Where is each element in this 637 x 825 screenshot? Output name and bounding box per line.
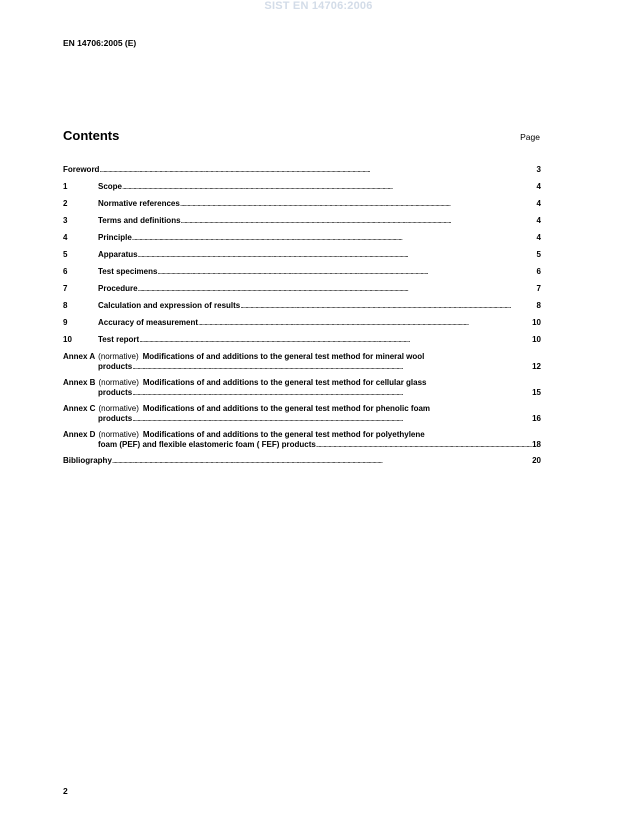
annex-prefix: Annex D [63,430,96,439]
toc-label: Apparatus [98,250,138,259]
contents-heading: Contents [63,128,120,143]
toc-label: Foreword [63,165,100,174]
toc-page: 7 [536,284,541,293]
annex-normative: (normative) [98,430,139,439]
toc-entry-calculation[interactable] [63,301,541,311]
toc-page: 10 [532,318,541,327]
toc-number: 7 [63,284,68,293]
annex-title-line2: products [98,414,133,423]
dot-leader [132,233,537,243]
toc-page: 6 [536,267,541,276]
toc-page: 3 [536,165,541,174]
toc-page: 5 [536,250,541,259]
toc-number: 1 [63,182,68,191]
toc-label: Procedure [98,284,138,293]
dot-leader [181,216,537,226]
dot-leader [132,414,532,424]
toc-label: Accuracy of measurement [98,318,199,327]
document-id: EN 14706:2005 (E) [63,38,137,48]
annex-title-line2: products [98,362,133,371]
dot-leader [99,165,536,175]
dot-leader [132,388,532,398]
toc-entry-accuracy[interactable] [63,318,541,328]
toc-number: 3 [63,216,68,225]
dot-leader [198,318,532,328]
dot-leader [180,199,537,209]
toc-number: 5 [63,250,68,259]
toc-label: Scope [98,182,123,191]
dot-leader [157,267,536,277]
toc-number: 4 [63,233,68,242]
annex-normative: (normative) [98,352,139,361]
toc-page: 16 [532,414,541,423]
dot-leader [132,362,532,372]
toc-label: Calculation and expression of results [98,301,241,310]
toc-entry-normative-references[interactable] [63,199,541,209]
toc-page: 20 [532,456,541,465]
toc-number: 8 [63,301,68,310]
toc-label: Principle [98,233,132,242]
toc-entry-apparatus[interactable] [63,250,541,260]
toc-entry-foreword[interactable] [63,165,541,175]
toc-page: 4 [536,216,541,225]
toc-entry-terms-and-definitions[interactable] [63,216,541,226]
dot-leader [122,182,537,192]
toc-entry-bibliography[interactable] [63,456,541,466]
annex-title-line1: Modifications of and additions to the general test method for cellular glass [142,378,427,387]
toc-page: 18 [532,440,541,449]
toc-entry-principle[interactable] [63,233,541,243]
dot-leader [316,440,532,450]
toc-number: 2 [63,199,68,208]
toc-entry-annex-c[interactable] [63,404,541,424]
toc-entry-test-report[interactable] [63,335,541,345]
annex-title-line1: Modifications of and additions to the general test method for mineral wool [142,352,425,361]
annex-title-line2: foam (PEF) and flexible elastomeric foam ( FEF) products [98,440,316,449]
toc-page: 8 [536,301,541,310]
toc-entry-annex-b[interactable] [63,378,541,398]
toc-page: 4 [536,233,541,242]
toc-label: Test report [98,335,140,344]
toc-label: Terms and definitions [98,216,181,225]
page-column-label: Page [520,132,540,142]
dot-leader [139,335,532,345]
toc-entry-annex-d[interactable] [63,430,541,450]
annex-title-line2: products [98,388,133,397]
annex-normative: (normative) [98,404,139,413]
annex-title-line1: Modifications of and additions to the general test method for phenolic foam [142,404,431,413]
dot-leader [138,284,537,294]
toc-number: 10 [63,335,72,344]
page-number: 2 [63,786,68,796]
annex-normative: (normative) [98,378,139,387]
toc-entry-scope[interactable] [63,182,541,192]
toc-entry-annex-a[interactable] [63,352,541,372]
dot-leader [138,250,537,260]
watermark: SIST EN 14706:2006 [264,0,373,12]
annex-prefix: Annex C [63,404,96,413]
toc-page: 4 [536,182,541,191]
dot-leader [112,456,532,466]
toc-entry-test-specimens[interactable] [63,267,541,277]
toc-label: Test specimens [98,267,158,276]
toc-page: 4 [536,199,541,208]
toc-number: 6 [63,267,68,276]
toc-label: Bibliography [63,456,112,465]
toc-page: 12 [532,362,541,371]
toc-entry-procedure[interactable] [63,284,541,294]
toc-label: Normative references [98,199,180,208]
annex-prefix: Annex B [63,378,96,387]
table-of-contents [63,165,541,473]
toc-page: 15 [532,388,541,397]
toc-page: 10 [532,335,541,344]
annex-title-line1: Modifications of and additions to the general test method for polyethylene [142,430,425,439]
toc-number: 9 [63,318,68,327]
annex-prefix: Annex A [63,352,96,361]
dot-leader [240,301,536,311]
